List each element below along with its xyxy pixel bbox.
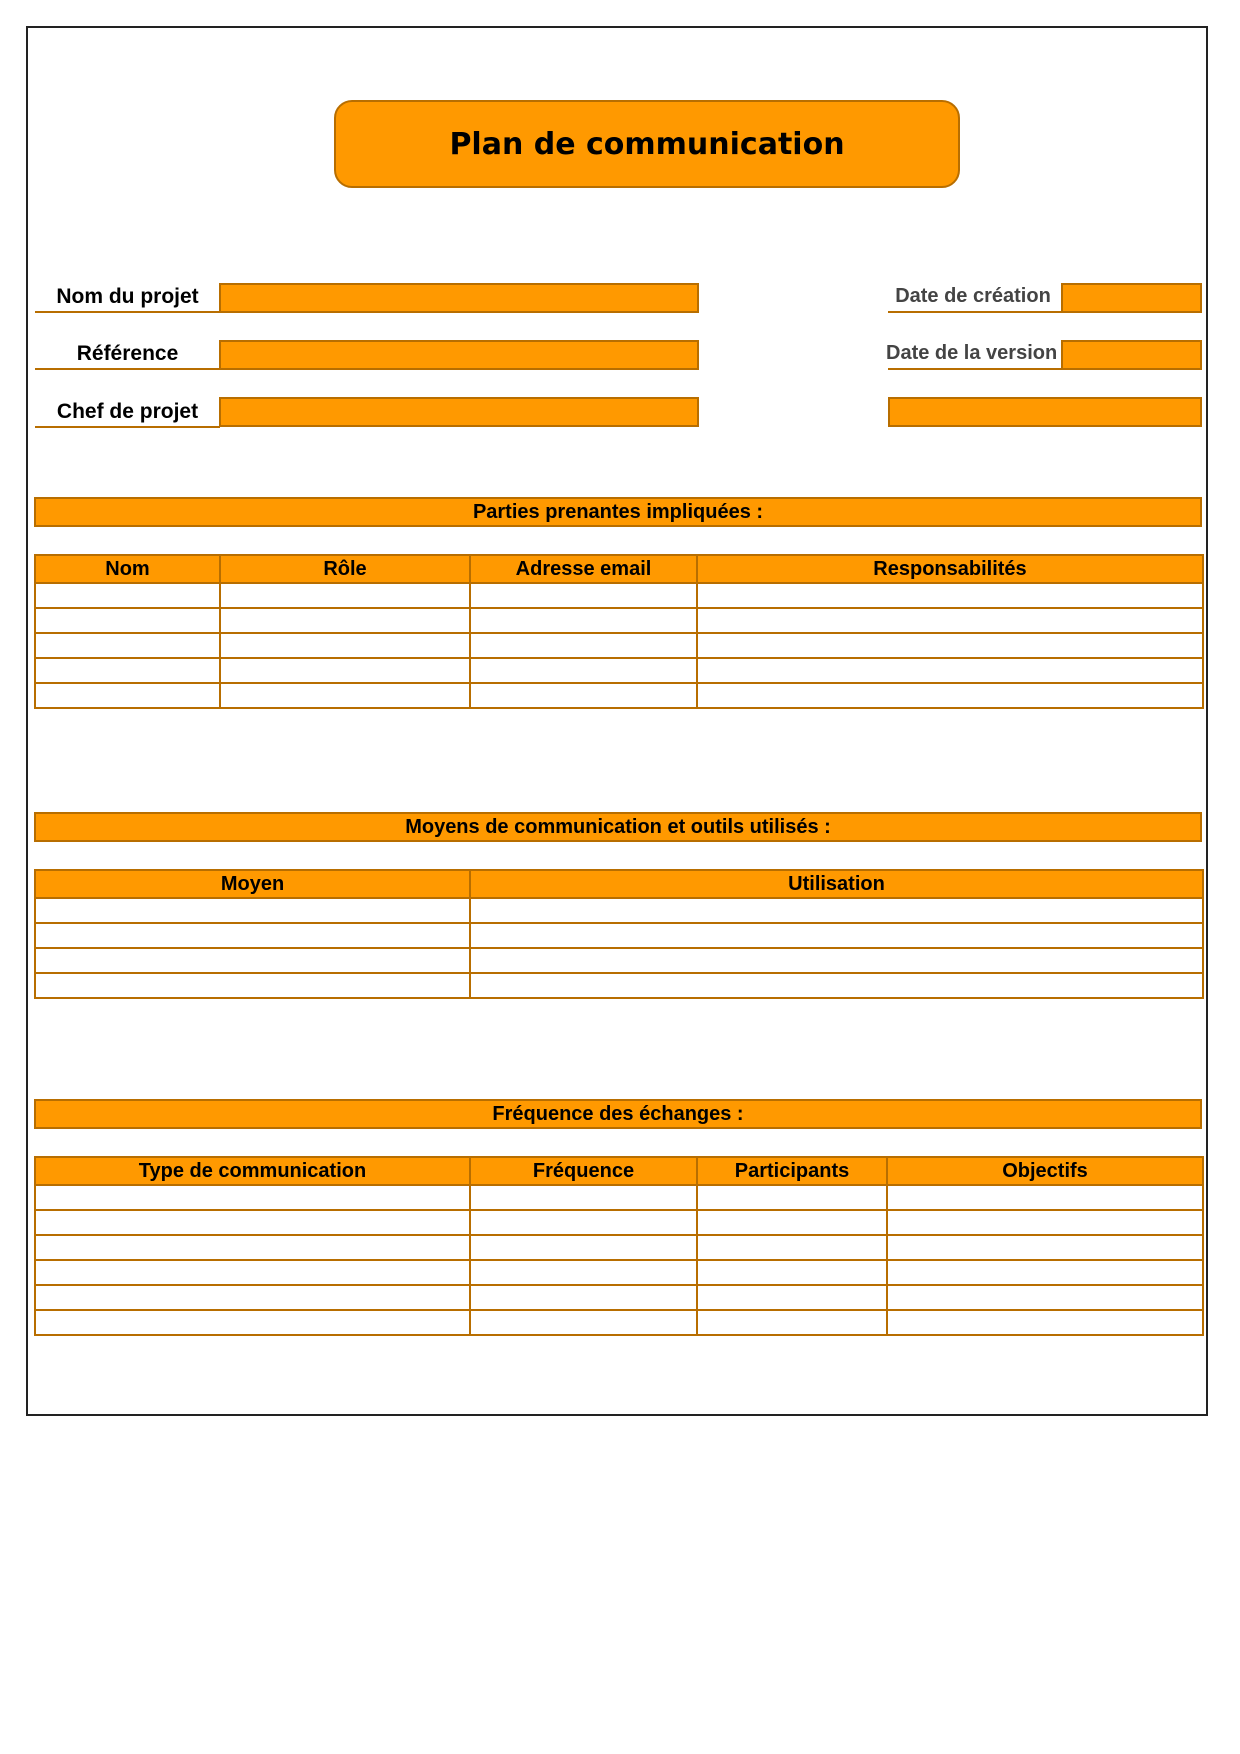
table-cell[interactable] (35, 608, 220, 633)
table-cell[interactable] (697, 583, 1203, 608)
reference-label: Référence (76, 342, 179, 365)
table-cell[interactable] (470, 1185, 697, 1210)
creation-date-label: Date de création (895, 285, 1051, 307)
table-cell[interactable] (35, 898, 470, 923)
creation-date-field[interactable] (1061, 283, 1202, 313)
table-header-row (35, 555, 1203, 583)
extra-field[interactable] (888, 397, 1202, 427)
table-row (35, 973, 1203, 998)
table-cell[interactable] (887, 1260, 1203, 1285)
column-header-moyen: Moyen (35, 870, 470, 898)
table-row (35, 1185, 1203, 1210)
table-cell[interactable] (697, 1260, 887, 1285)
table-row (35, 583, 1203, 608)
table-cell[interactable] (470, 1235, 697, 1260)
table-row (35, 1235, 1203, 1260)
table-cell[interactable] (35, 1210, 470, 1235)
table-cell[interactable] (697, 658, 1203, 683)
table-cell[interactable] (35, 948, 470, 973)
stakeholders-heading: Parties prenantes impliquées : (34, 497, 1202, 527)
table-cell[interactable] (887, 1210, 1203, 1235)
table-cell[interactable] (470, 923, 1203, 948)
table-row (35, 633, 1203, 658)
table-cell[interactable] (470, 898, 1203, 923)
table-cell[interactable] (220, 583, 470, 608)
table-row (35, 608, 1203, 633)
table-cell[interactable] (697, 1210, 887, 1235)
table-cell[interactable] (35, 583, 220, 608)
table-cell[interactable] (697, 1235, 887, 1260)
table-cell[interactable] (470, 973, 1203, 998)
table-cell[interactable] (35, 973, 470, 998)
table-cell[interactable] (470, 583, 697, 608)
column-header-email: Adresse email (470, 555, 697, 583)
table-cell[interactable] (470, 658, 697, 683)
table-row (35, 1285, 1203, 1310)
column-header-role: Rôle (220, 555, 470, 583)
table-cell[interactable] (697, 683, 1203, 708)
table-cell[interactable] (470, 633, 697, 658)
table-cell[interactable] (35, 683, 220, 708)
table-cell[interactable] (470, 1285, 697, 1310)
table-row (35, 948, 1203, 973)
table-cell[interactable] (697, 1185, 887, 1210)
version-date-field[interactable] (1061, 340, 1202, 370)
table-cell[interactable] (35, 633, 220, 658)
table-cell[interactable] (887, 1285, 1203, 1310)
table-cell[interactable] (470, 1310, 697, 1335)
creation-date-underline (888, 311, 1062, 313)
project-name-label: Nom du projet (56, 285, 199, 308)
table-cell[interactable] (35, 923, 470, 948)
table-cell[interactable] (220, 683, 470, 708)
table-cell[interactable] (35, 1235, 470, 1260)
column-header-responsabilites: Responsabilités (697, 555, 1203, 583)
means-heading: Moyens de communication et outils utilisés : (34, 812, 1202, 842)
reference-field[interactable] (219, 340, 699, 370)
table-cell[interactable] (35, 658, 220, 683)
table-header-row (35, 870, 1203, 898)
table-cell[interactable] (470, 1210, 697, 1235)
table-cell[interactable] (470, 683, 697, 708)
table-cell[interactable] (35, 1260, 470, 1285)
project-manager-underline (35, 426, 220, 428)
table-cell[interactable] (220, 658, 470, 683)
version-date-label: Date de la version (886, 342, 1058, 364)
project-name-field[interactable] (219, 283, 699, 313)
table-row (35, 1310, 1203, 1335)
table-cell[interactable] (220, 608, 470, 633)
frequency-heading: Fréquence des échanges : (34, 1099, 1202, 1129)
version-date-underline (888, 368, 1062, 370)
table-cell[interactable] (697, 1285, 887, 1310)
table-cell[interactable] (470, 948, 1203, 973)
table-cell[interactable] (887, 1185, 1203, 1210)
column-header-frequence: Fréquence (470, 1157, 697, 1185)
stakeholders-table (34, 554, 1204, 709)
column-header-objectifs: Objectifs (887, 1157, 1203, 1185)
reference-underline (35, 368, 220, 370)
table-cell[interactable] (887, 1235, 1203, 1260)
table-row (35, 1210, 1203, 1235)
column-header-type: Type de communication (35, 1157, 470, 1185)
table-cell[interactable] (887, 1310, 1203, 1335)
table-cell[interactable] (697, 608, 1203, 633)
table-cell[interactable] (470, 608, 697, 633)
table-cell[interactable] (35, 1310, 470, 1335)
table-cell[interactable] (470, 1260, 697, 1285)
project-manager-field[interactable] (219, 397, 699, 427)
table-cell[interactable] (697, 1310, 887, 1335)
frequency-table (34, 1156, 1204, 1336)
table-row (35, 898, 1203, 923)
project-manager-label: Chef de projet (56, 400, 199, 423)
table-cell[interactable] (220, 633, 470, 658)
table-cell[interactable] (35, 1285, 470, 1310)
project-name-underline (35, 311, 220, 313)
table-row (35, 1260, 1203, 1285)
table-cell[interactable] (697, 633, 1203, 658)
column-header-utilisation: Utilisation (470, 870, 1203, 898)
page-title: Plan de communication (334, 100, 960, 188)
table-row (35, 658, 1203, 683)
table-row (35, 683, 1203, 708)
means-table (34, 869, 1204, 999)
table-row (35, 923, 1203, 948)
column-header-participants: Participants (697, 1157, 887, 1185)
table-header-row (35, 1157, 1203, 1185)
column-header-nom: Nom (35, 555, 220, 583)
table-cell[interactable] (35, 1185, 470, 1210)
